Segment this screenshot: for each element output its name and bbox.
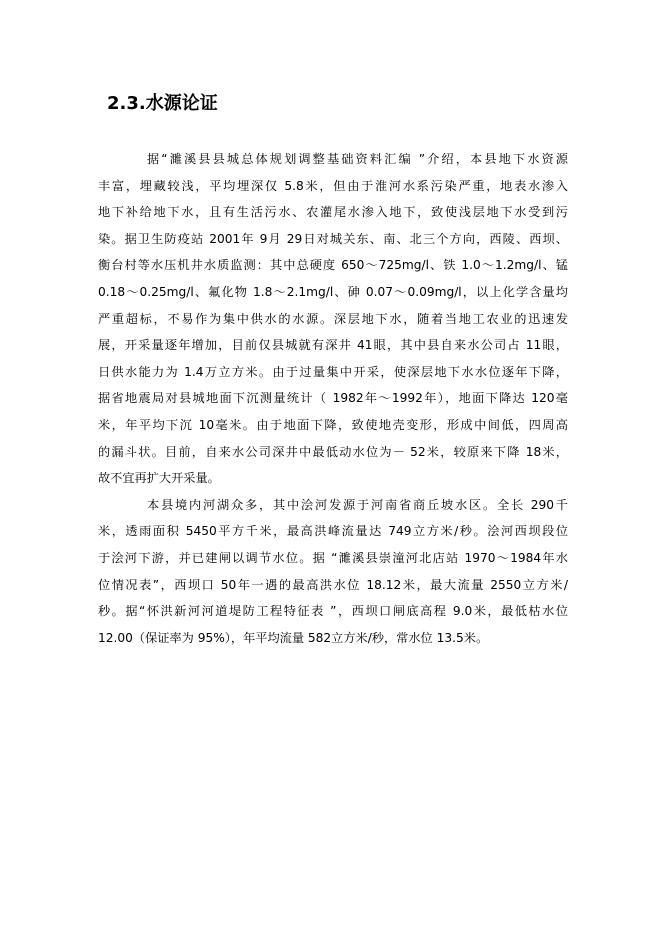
paragraph-1-line-13: 故不宜再扩大开采量。 [98,471,220,486]
paragraph-2-line-3: 于浍河下游，并已建闸以调节水位。据 “濉溪县崇潼河北店站 1970～1984年水 [98,550,568,565]
paragraph-1-line-8: 展，开采量逐年增加，目前仅县城就有深井 41眼，其中县自来水公司占 11眼， [98,338,568,353]
paragraph-2-line-6: 12.00（保证率为 95%），年平均流量 582立方米/秒，常水位 13.5米。 [98,630,489,645]
paragraph-2-line-5: 秒。据“怀洪新河河道堤防工程特征表 ”，西坝口闸底高程 9.0米，最低枯水位 [98,604,568,619]
paragraph-1-line-11: 米，年平均下沉 10毫米。由于地面下降，致使地壳变形，形成中间低，四周高 [98,417,568,432]
section-heading: 2.3.水源论证 [107,93,218,114]
paragraph-2-line-4: 位情况表”，西坝口 50年一遇的最高洪水位 18.12米，最大流量 2550立方米/ [98,577,568,592]
paragraph-1-line-3: 地下补给地下水，且有生活污水、农灌尾水渗入地下，致使浅层地下水受到污 [98,205,568,220]
paragraph-1-line-2: 丰富，埋藏较浅，平均埋深仅 5.8米，但由于淮河水系污染严重，地表水渗入 [98,178,568,193]
body-text [98,146,568,651]
paragraph-1-line-9: 日供水能力为 1.4万立方米。由于过量集中开采，使深层地下水水位逐年下降， [98,364,568,379]
paragraph-1-line-10: 据省地震局对县城地面下沉测量统计（ 1982年～1992年），地面下降达 120毫 [98,391,568,406]
paragraph-2-line-2: 米，透雨面积 5450平方千米，最高洪峰流量达 749立方米/秒。浍河西坝段位 [98,524,568,539]
paragraph-2-line-1: 本县境内河湖众多，其中浍河发源于河南省商丘坡水区。全长 290千 [147,497,568,512]
paragraph-1-line-5: 衡台村等水压机井水质监测：其中总硬度 650～725mg/l、铁 1.0～1.2mg/l、锰 [98,258,568,273]
paragraph-1-line-7: 严重超标，不易作为集中供水的水源。深层地下水，随着当地工农业的迅速发 [98,311,568,326]
paragraph-1-line-12: 的漏斗状。目前，自来水公司深井中最低动水位为－ 52米，较原来下降 18米， [98,444,568,459]
paragraph-1-line-1: 据“濉溪县县城总体规划调整基础资料汇编 ”介绍，本县地下水资源 [147,152,568,166]
paragraph-1-line-4: 染。据卫生防疫站 2001年 9月 29日对城关东、南、北三个方向，西陵、西坝、 [98,231,568,246]
paragraph-1-line-6: 0.18～0.25mg/l、氟化物 1.8～2.1mg/l、砷 0.07～0.09mg/l，以上化学含量均 [98,284,568,299]
